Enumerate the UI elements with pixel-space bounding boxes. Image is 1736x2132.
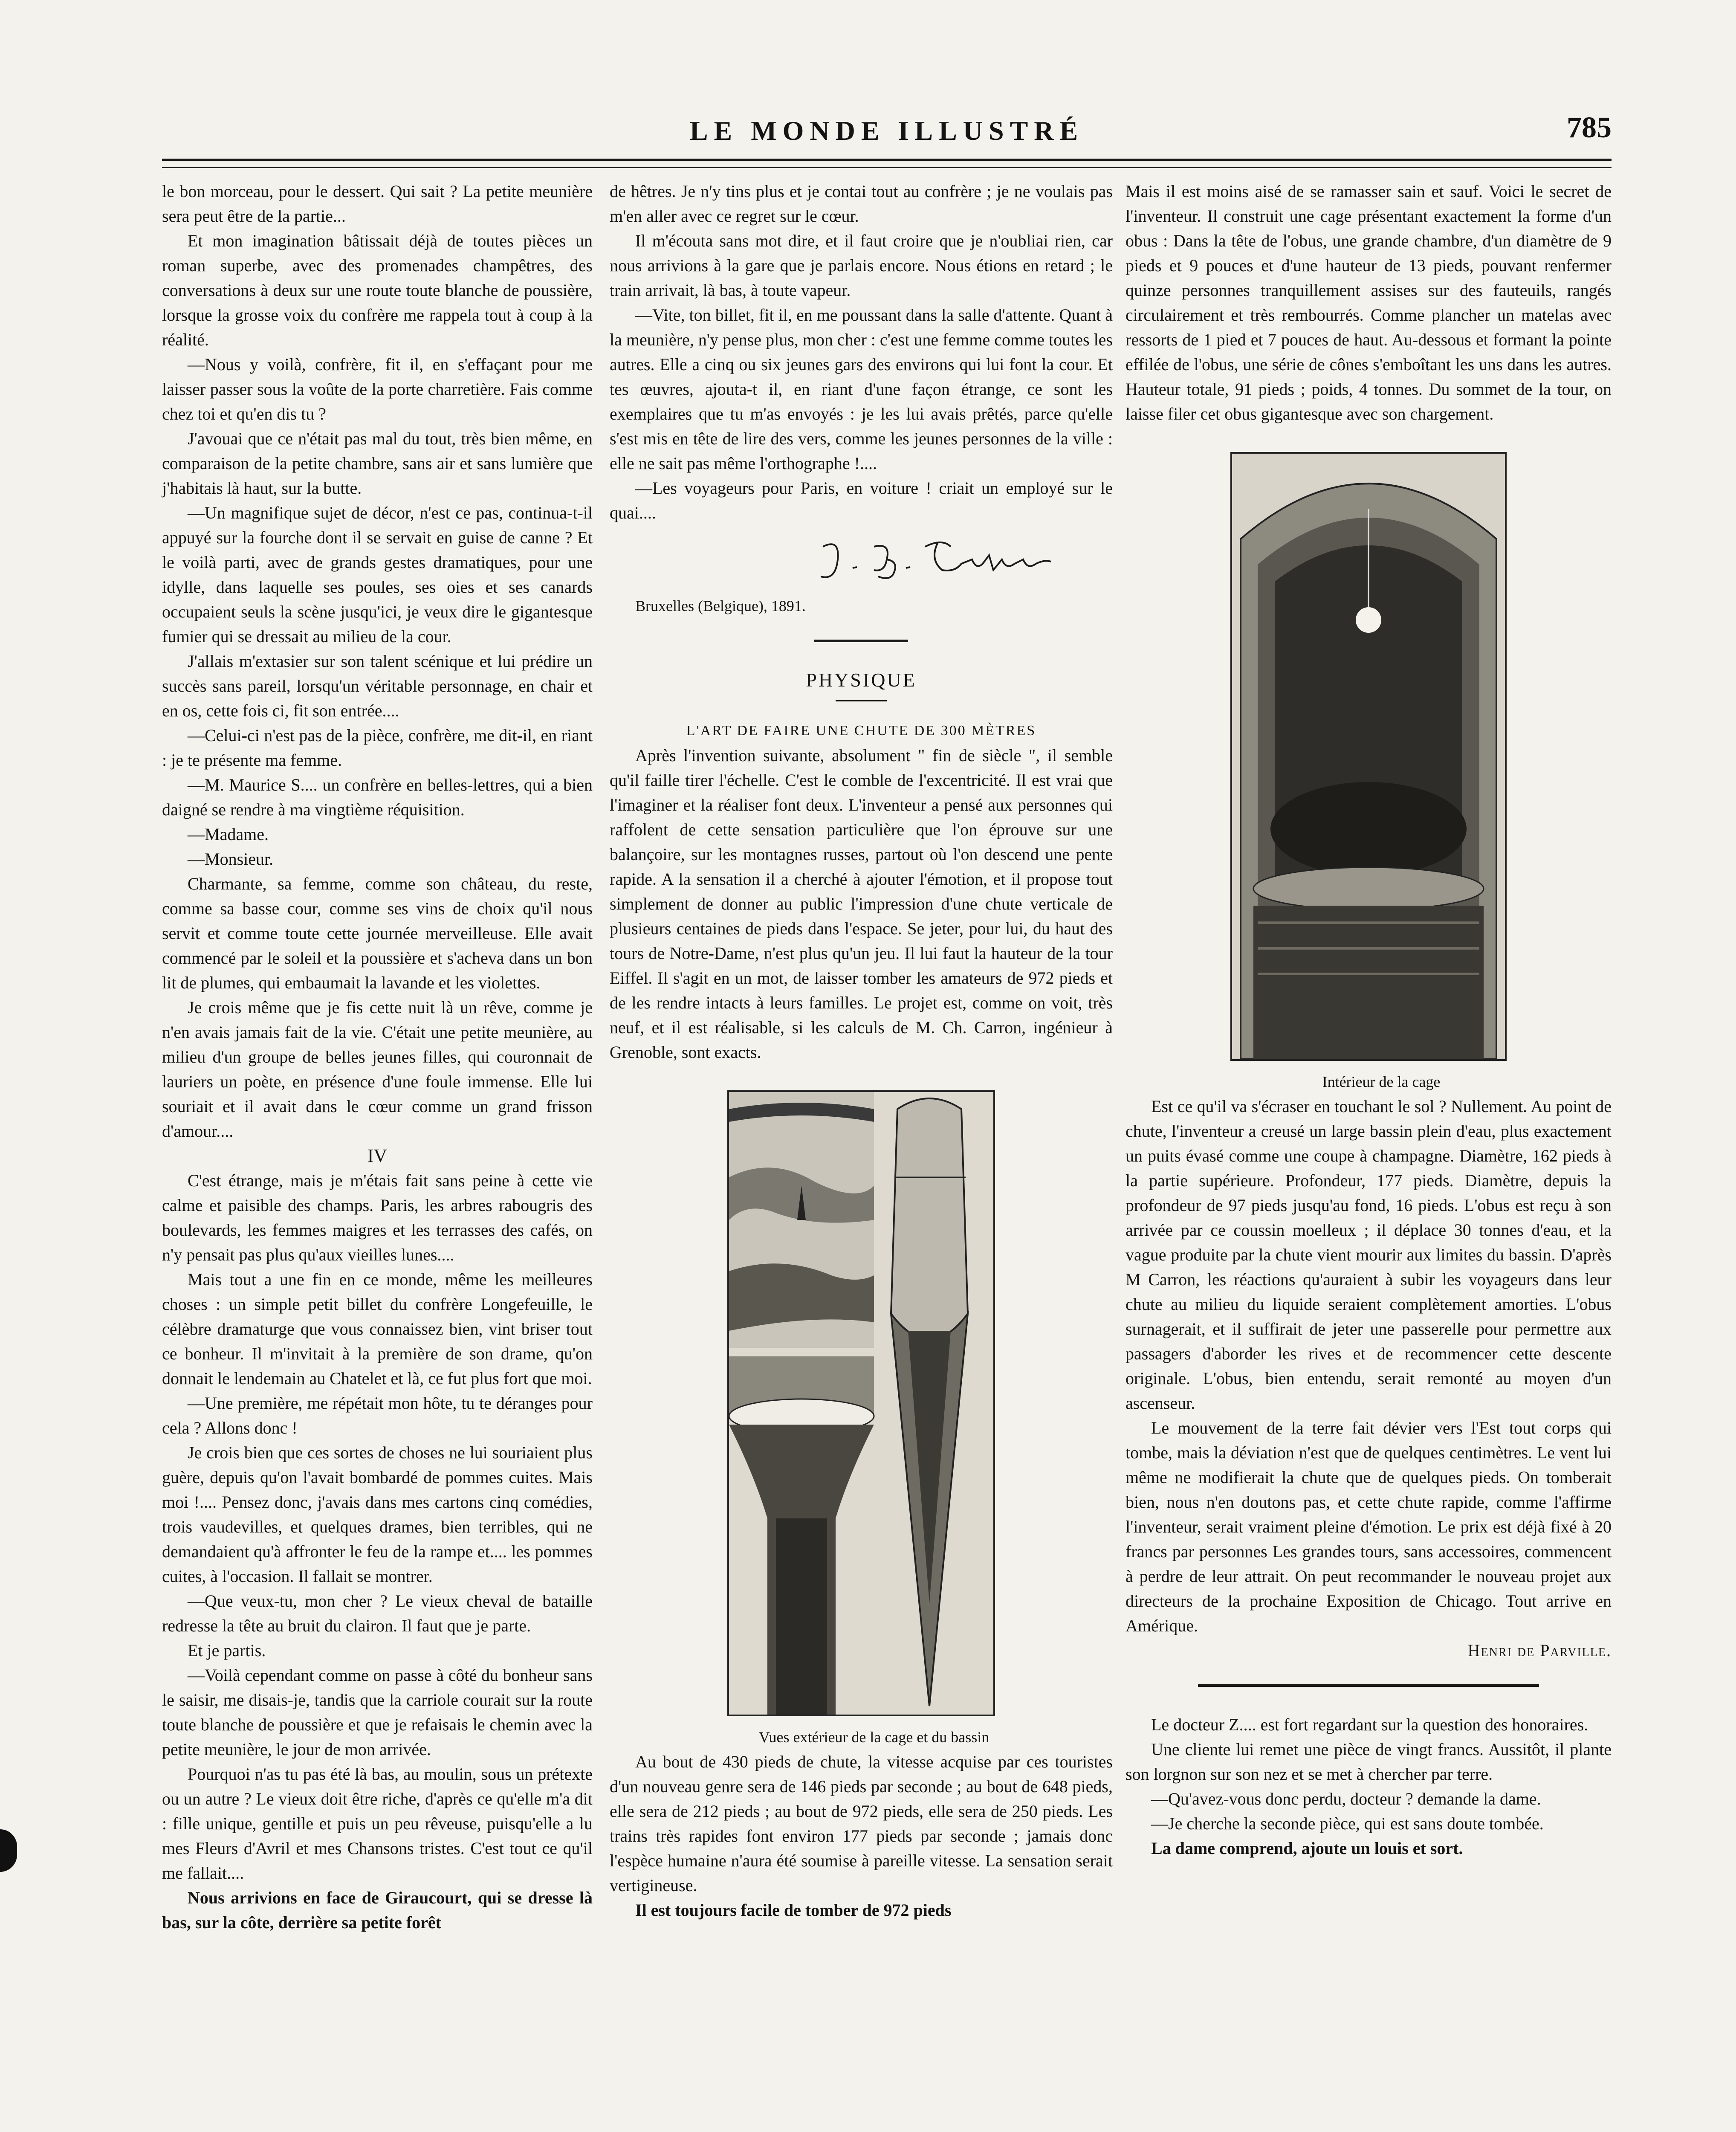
paragraph: Il est toujours facile de tomber de 972 pieds (635, 1900, 952, 1920)
article-subhead: L'ART DE FAIRE UNE CHUTE DE 300 MÈTRES (686, 723, 1036, 739)
masthead-rule (162, 159, 1612, 168)
section-title: PHYSIQUE (806, 669, 917, 691)
journal-title: LE MONDE ILLUSTRÉ (689, 116, 1084, 146)
paragraph: Je crois bien que ces sortes de choses ne lui souriaient plus guère, depuis qu'on l'avait bombardé de pommes cuites. Mais moi !.... Pensez donc, j'avais dans mes cartons cinq comédies, trois vaudevilles, et quelques drames, bien terribles, qui ne demandaient qu'à affronter le feu de la rampe et.... les pommes cuites, à l'occasion. Il fallait se montrer. (162, 1443, 593, 1586)
paragraph: —Vite, ton billet, fit il, en me poussant dans la salle d'attente. Quant à la meunière, n'y pense plus, mon cher : c'est une femme comme toutes les autres. Elle a cinq ou six jeunes gars des environs qui lui font la cour. Et tes œuvres, ajouta-t il, en riant d'une façon étrange, ce sont les exemplaires que tu m'as envoyés : je les lui avais prêtés, parce qu'elle s'est mis en tête de lire des vers, comme les jeunes personnes de la ville : elle ne sait pas même l'orthographe !.... (610, 305, 1113, 473)
paragraph: —Madame. (188, 825, 269, 844)
paragraph: Je crois même que je fis cette nuit là un rêve, comme je n'en avais jamais fait de la vie. C'était une petite meunière, au milieu d'un groupe de belles jeunes filles, qui couronnait de lauriers un poète, en présence d'une foule immense. Elle lui souriait et il avait dans le cœur comme un grand frisson d'amour.... (162, 998, 593, 1141)
figure-cage-exterior (727, 1090, 995, 1716)
paragraph: Mais tout a une fin en ce monde, même les meilleures choses : un simple petit billet du confrère Longefeuille, le célèbre dramaturge que vous connaissez bien, vint briser tout ce bonheur. Il m'invitait à la première de son drame, qu'on donnait le lendemain au Chatelet et là, ce fut plus fort que moi. (162, 1270, 593, 1388)
figure-caption: Intérieur de la cage (1322, 1073, 1441, 1090)
paragraph: —Une première, me répétait mon hôte, tu te déranges pour cela ? Allons donc ! (162, 1393, 593, 1437)
paragraph: —Nous y voilà, confrère, fit il, en s'effaçant pour me laisser passer sous la voûte de la porte charretière. Fais comme chez toi et qu'en dis tu ? (162, 355, 593, 423)
figure-caption: Vues extérieur de la cage et du bassin (758, 1729, 990, 1746)
paragraph: Le docteur Z.... est fort regardant sur la question des honoraires. (1151, 1715, 1588, 1734)
column-2 (610, 179, 1113, 2132)
paragraph: Une cliente lui remet une pièce de vingt francs. Aussitôt, il plante son lorgnon sur son nez et se met à chercher par terre. (1126, 1740, 1612, 1784)
author-byline: Henri de Parville. (1467, 1641, 1612, 1660)
paragraph: Le mouvement de la terre fait dévier vers l'Est tout corps qui tombe, mais la déviation n'est que de quelques centimètres. Le vent lui même ne modifierait la chute que de quelques pieds. On tomberait bien, nous n'en doutons pas, et cette chute rapide, comme l'affirme l'inventeur, serait vraiment pleine d'émotion. Le prix est déjà fixé à 20 francs par personnes Les grandes tours, sans accessoires, commencent à perdre de leur attrait. On peut recommander le nouveau projet aux directeurs de la prochaine Exposition de Chicago. Tout arrive en Amérique. (1126, 1418, 1612, 1635)
paragraph: Et je partis. (188, 1641, 266, 1660)
engraving-interior (1232, 454, 1505, 1059)
engraving-exterior (729, 1092, 993, 1715)
paragraph: Mais il est moins aisé de se ramasser sain et sauf. Voici le secret de l'inventeur. Il construit une cage présentant exactement la forme d'un obus : Dans la tête de l'obus, une grande chambre, d'un diamètre de 9 pieds et 9 pouces et d'une hauteur de 13 pieds, pouvant renfermer quinze personnes tranquillement assises sur des fauteuils, rangés circulairement et très rembourrés. Comme plancher un matelas avec ressorts de 1 pied et 7 pouces de haut. Au-dessous et formant la pointe effilée de l'obus, une série de cônes s'emboîtant les uns dans les autres. Hauteur totale, 91 pieds ; poids, 4 tonnes. Du sommet de la tour, on laisse filer cet obus gigantesque avec son chargement. (1126, 182, 1612, 423)
paragraph: —M. Maurice S.... un confrère en belles-lettres, qui a bien daigné se rendre à ma vingtième réquisition. (162, 775, 593, 819)
dateline: Bruxelles (Belgique), 1891. (635, 597, 806, 614)
divider (1198, 1684, 1539, 1687)
paragraph: —Je cherche la seconde pièce, qui est sans doute tombée. (1151, 1814, 1544, 1833)
paragraph: Il m'écouta sans mot dire, et il faut croire que je n'oubliai rien, car nous arrivions à la gare que je parlais encore. Nous étions en retard ; le train arrivait, là bas, à toute vapeur. (610, 231, 1113, 300)
paragraph: —Monsieur. (188, 849, 274, 869)
paragraph: Nous arrivions en face de Giraucourt, qui se dresse là bas, sur la côte, derrière sa petite forêt (162, 1888, 593, 1932)
paragraph: Et mon imagination bâtissait déjà de toutes pièces un roman superbe, avec des promenades champêtres, des conversations à deux sur une route toute blanche de poussière, lorsque la grosse voix du confrère me rappela tout à coup à la réalité. (162, 231, 593, 349)
paragraph: de hêtres. Je n'y tins plus et je contai tout au confrère ; je ne voulais pas m'en aller avec ce regret sur le cœur. (610, 182, 1113, 226)
paragraph: J'allais m'extasier sur son talent scénique et lui prédire un succès sans pareil, lorsqu'un véritable personnage, en chair et en os, cette fois ci, fit son entrée.... (162, 652, 593, 720)
paragraph: Après l'invention suivante, absolument " fin de siècle ", il semble qu'il faille tirer l'échelle. C'est le comble de l'excentricité. Il est vrai que l'imaginer et la réaliser font deux. L'inventeur a pensé aux personnes qui raffolent de cette sensation particulière que l'on éprouve sur une balançoire, sur les montagnes russes, partout où l'on descend une pente rapide. A la sensation il a cherché à ajouter l'émotion, et il propose tout simplement de donner au public l'impression d'une chute verticale de plusieurs centaines de pieds dans l'espace. Se jeter, pour lui, du haut des tours de Notre-Dame, n'est plus qu'un jeu. Il lui faut la hauteur de la tour Eiffel. Il s'agit en un mot, de laisser tomber les amateurs de 972 pieds et de les rendre intacts à leurs familles. Le projet est, comme on voit, très neuf, et il est réalisable, si les calculs de M. Ch. Carron, ingénieur à Grenoble, sont exacts. (610, 746, 1113, 1062)
paragraph: —Les voyageurs pour Paris, en voiture ! criait un employé sur le quai.... (610, 478, 1113, 522)
paragraph: Au bout de 430 pieds de chute, la vitesse acquise par ces touristes d'un nouveau genre sera de 146 pieds par seconde ; au bout de 648 pieds, elle sera de 212 pieds ; au bout de 972 pieds, elle sera de 250 pieds. Les trains très rapides font environ 177 pieds par seconde ; jamais donc l'espèce humaine n'aura été soumise à pareille vitesse. La sensation serait vertigineuse. (610, 1752, 1113, 1895)
column-1 (162, 179, 593, 2132)
signature (610, 525, 1113, 594)
divider (814, 640, 908, 642)
paragraph: —Celui-ci n'est pas de la pièce, confrère, me dit-il, en riant : je te présente ma femme. (162, 726, 593, 770)
paragraph: —Voilà cependant comme on passe à côté du bonheur sans le saisir, me disais-je, tandis que la carriole courait sur la route toute blanche de poussière et que je refaisais le chemin avec la petite meunière, le jour de mon arrivée. (162, 1666, 593, 1759)
paragraph: Charmante, sa femme, comme son château, du reste, comme sa basse cour, comme ses vins de choix qu'il nous servit et comme toute cette journée merveilleuse. Elle avait commencé par le soleil et la poussière et s'acheva dans un bon lit de plumes, qui embaumait la lavande et les violettes. (162, 874, 593, 992)
paragraph: Est ce qu'il va s'écraser en touchant le sol ? Nullement. Au point de chute, l'inventeur a creusé un large bassin plein d'eau, plus exactement un puits évasé comme une coupe à champagne. Diamètre, 162 pieds à la partie supérieure. Profondeur, 177 pieds. Diamètre, depuis la profondeur de 97 pieds jusqu'au fond, 16 pieds. L'obus est reçu à son arrivée par ce coussin moelleux ; il déplace 30 tonnes d'eau, et la vague produite par la chute vient mourir aux limites du bassin. D'après M Carron, les réactions qu'auraient à subir les voyageurs dans leur chute au milieu du liquide seraient complètement amorties. L'obus surnagerait, et il suffirait de jeter une passerelle pour permettre aux passagers d'aborder les rives et de recommencer cette descente originale. L'obus, bien entendu, serait remonté au moyen d'un ascenseur. (1126, 1097, 1612, 1413)
paragraph: C'est étrange, mais je m'étais fait sans peine à cette vie calme et paisible des champs. Paris, les arbres rabougris des boulevards, les femmes maigres et les terrasses des cafés, on n'y pensait pas plus qu'aux vieilles lunes.... (162, 1171, 593, 1264)
divider (836, 700, 887, 701)
paragraph: J'avouai que ce n'était pas mal du tout, très bien même, en comparaison de la petite chambre, sans air et sans lumière que j'habitais là haut, sur la butte. (162, 429, 593, 498)
figure-cage-interior (1230, 452, 1507, 1061)
section-number: IV (367, 1145, 388, 1166)
paragraph: La dame comprend, ajoute un louis et sort. (1151, 1839, 1463, 1858)
paragraph: —Qu'avez-vous donc perdu, docteur ? demande la dame. (1151, 1789, 1541, 1808)
paragraph: —Que veux-tu, mon cher ? Le vieux cheval de bataille redresse la tête au bruit du clairon. Il faut que je parte. (162, 1591, 593, 1635)
binding-mark (0, 1829, 17, 1872)
paragraph: —Un magnifique sujet de décor, n'est ce pas, continua-t-il appuyé sur la fourche dont il se servait en guise de canne ? Et le voilà parti, avec de grands gestes dramatiques, pour une idylle, dans laquelle ses poules, ses oies et ses canards occupaient seuls la scène jusqu'ici, je veux dire le gigantesque fumier qui se dressait au milieu de la cour. (162, 503, 593, 646)
paragraph: le bon morceau, pour le dessert. Qui sait ? La petite meunière sera peut être de la partie... (162, 182, 593, 226)
column-3 (1126, 179, 1612, 2132)
masthead (162, 111, 1612, 149)
page-number: 785 (1567, 111, 1612, 144)
signature-drawing (814, 530, 1053, 589)
paragraph: Pourquoi n'as tu pas été là bas, au moulin, sous un prétexte ou un autre ? Le vieux doit être riche, d'après ce qu'elle m'a dit : fille unique, gentille et puis un peu rêveuse, puisqu'elle a lu mes Fleurs d'Avril et mes Chansons tristes. C'est tout ce qu'il me fallait.... (162, 1764, 593, 1883)
